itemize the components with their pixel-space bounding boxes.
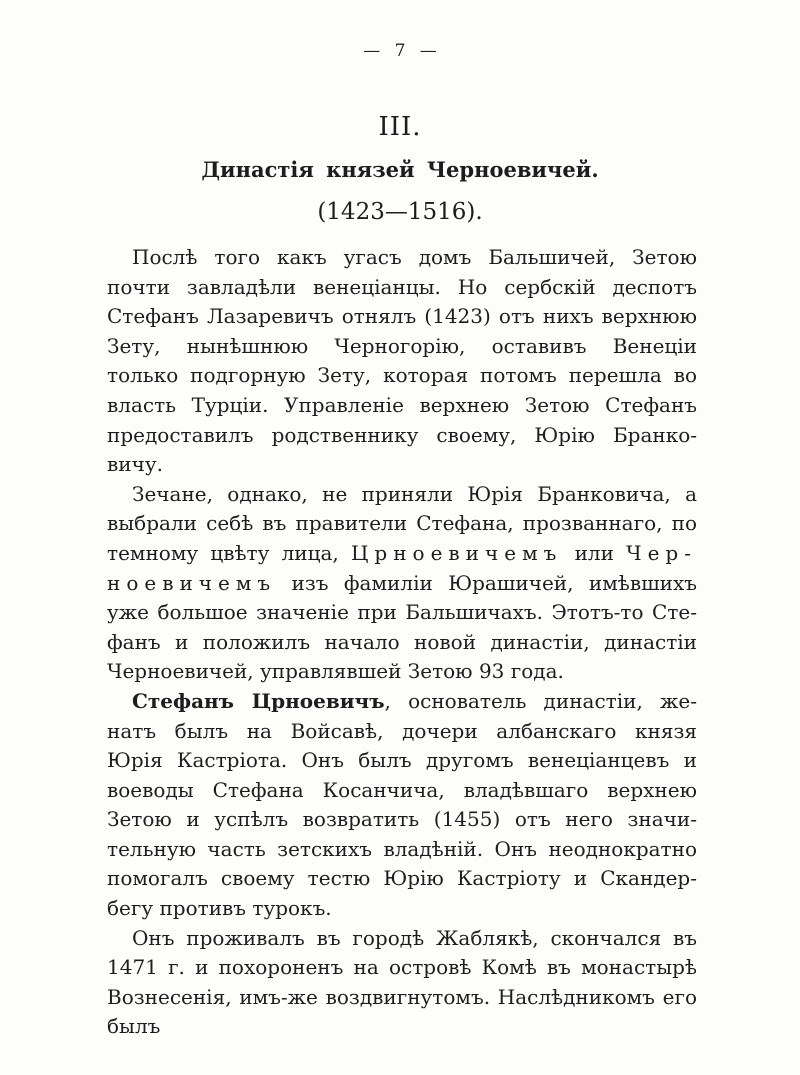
text-run: 1471 г. и похороненъ на островѣ Комѣ въ монастырѣ bbox=[107, 955, 697, 980]
text-run: темному цвѣту лица, bbox=[107, 540, 351, 565]
text-run: изъ фамиліи Юрашичей, имѣвшихъ bbox=[276, 570, 697, 595]
text-line bbox=[107, 657, 697, 687]
chapter-title: Династія князей Черноевичей. bbox=[201, 157, 599, 182]
text-line bbox=[107, 628, 697, 658]
text-line bbox=[107, 332, 697, 362]
letterspaced-term: Чер- bbox=[626, 540, 697, 565]
text-line bbox=[107, 598, 697, 628]
text-run: Юрія Кастріота. Онъ былъ другомъ венеціанцевъ и bbox=[107, 748, 697, 773]
text-line bbox=[107, 746, 697, 776]
text-line bbox=[107, 953, 697, 983]
text-line bbox=[107, 717, 697, 747]
text-run: , основатель династіи, же- bbox=[384, 688, 697, 713]
text-run: Зетою и успѣлъ возвратить (1455) отъ него значи- bbox=[107, 807, 697, 832]
text-run: Вознесенія, имъ-же воздвигнутомъ. Наслѣдникомъ его bbox=[107, 984, 697, 1009]
text-run: выбрали себѣ въ правители Стефана, прозваннаго, по bbox=[107, 511, 697, 536]
text-run: бегу противъ турокъ. bbox=[107, 896, 332, 921]
text-run: Черноевичей, управлявшей Зетою 93 года. bbox=[107, 659, 564, 684]
text-run: Онъ проживалъ въ городѣ Жаблякѣ, скончался въ bbox=[132, 925, 697, 950]
text-line bbox=[107, 480, 697, 510]
text-line bbox=[107, 450, 697, 480]
text-run: власть Турціи. Управленіе верхнею Зетою Стефанъ bbox=[107, 392, 697, 417]
text-line bbox=[107, 1012, 697, 1042]
letterspaced-term: Црноевичемъ bbox=[350, 540, 563, 565]
text-line bbox=[107, 569, 697, 599]
text-run: помогалъ своему тестю Юрію Кастріоту и Скандер- bbox=[107, 866, 697, 891]
text-run: Зечане, однако, не приняли Юрія Бранковича, а bbox=[132, 481, 697, 506]
text-line bbox=[107, 983, 697, 1013]
text-run: почти завладѣли венеціанцы. Но сербскій деспотъ bbox=[107, 274, 697, 299]
text-run: натъ былъ на Войсавѣ, дочери албанскаго князя bbox=[107, 718, 697, 743]
text-run: Стефанъ Лазаревичъ отнялъ (1423) отъ нихъ верхнюю bbox=[107, 304, 697, 329]
text-line bbox=[107, 539, 697, 569]
text-line bbox=[107, 302, 697, 332]
text-line bbox=[107, 687, 697, 717]
text-run: воеводы Стефана Косанчича, владѣвшаго верхнею bbox=[107, 777, 697, 802]
text-line bbox=[107, 509, 697, 539]
date-range: (1423—1516). bbox=[317, 199, 483, 225]
section-number: III. bbox=[378, 112, 422, 142]
text-line bbox=[107, 835, 697, 865]
text-run: фанъ и положилъ начало новой династіи, династіи bbox=[107, 629, 697, 654]
text-line bbox=[107, 776, 697, 806]
text-line bbox=[107, 864, 697, 894]
text-run: только подгорную Зету, которая потомъ перешла во bbox=[107, 363, 697, 388]
text-run: или bbox=[562, 540, 627, 565]
text-run: предоставилъ родственнику своему, Юрію Бранко- bbox=[107, 422, 697, 447]
text-run: уже большое значеніе при Бальшичахъ. Этотъ-то Сте- bbox=[107, 600, 697, 625]
text-run: Зету, нынѣшнюю Черногорію, оставивъ Венеціи bbox=[107, 333, 697, 358]
text-line bbox=[107, 924, 697, 954]
text-run: вичу. bbox=[107, 452, 163, 477]
text-line bbox=[107, 273, 697, 303]
text-run: Послѣ того какъ угасъ домъ Бальшичей, Зетою bbox=[132, 245, 697, 269]
text-line bbox=[107, 243, 697, 273]
letterspaced-term: ноевичемъ bbox=[107, 570, 277, 595]
page-number: — 7 — bbox=[363, 41, 437, 61]
text-line bbox=[107, 805, 697, 835]
page-body bbox=[107, 243, 697, 1042]
text-line bbox=[107, 361, 697, 391]
text-run: былъ bbox=[107, 1014, 161, 1039]
text-line bbox=[107, 421, 697, 451]
text-run: тельную часть зетскихъ владѣній. Онъ неоднократно bbox=[107, 836, 697, 861]
text-line bbox=[107, 391, 697, 421]
text-line bbox=[107, 894, 697, 924]
emphasized-name: Стефанъ Црноевичъ bbox=[132, 688, 385, 713]
